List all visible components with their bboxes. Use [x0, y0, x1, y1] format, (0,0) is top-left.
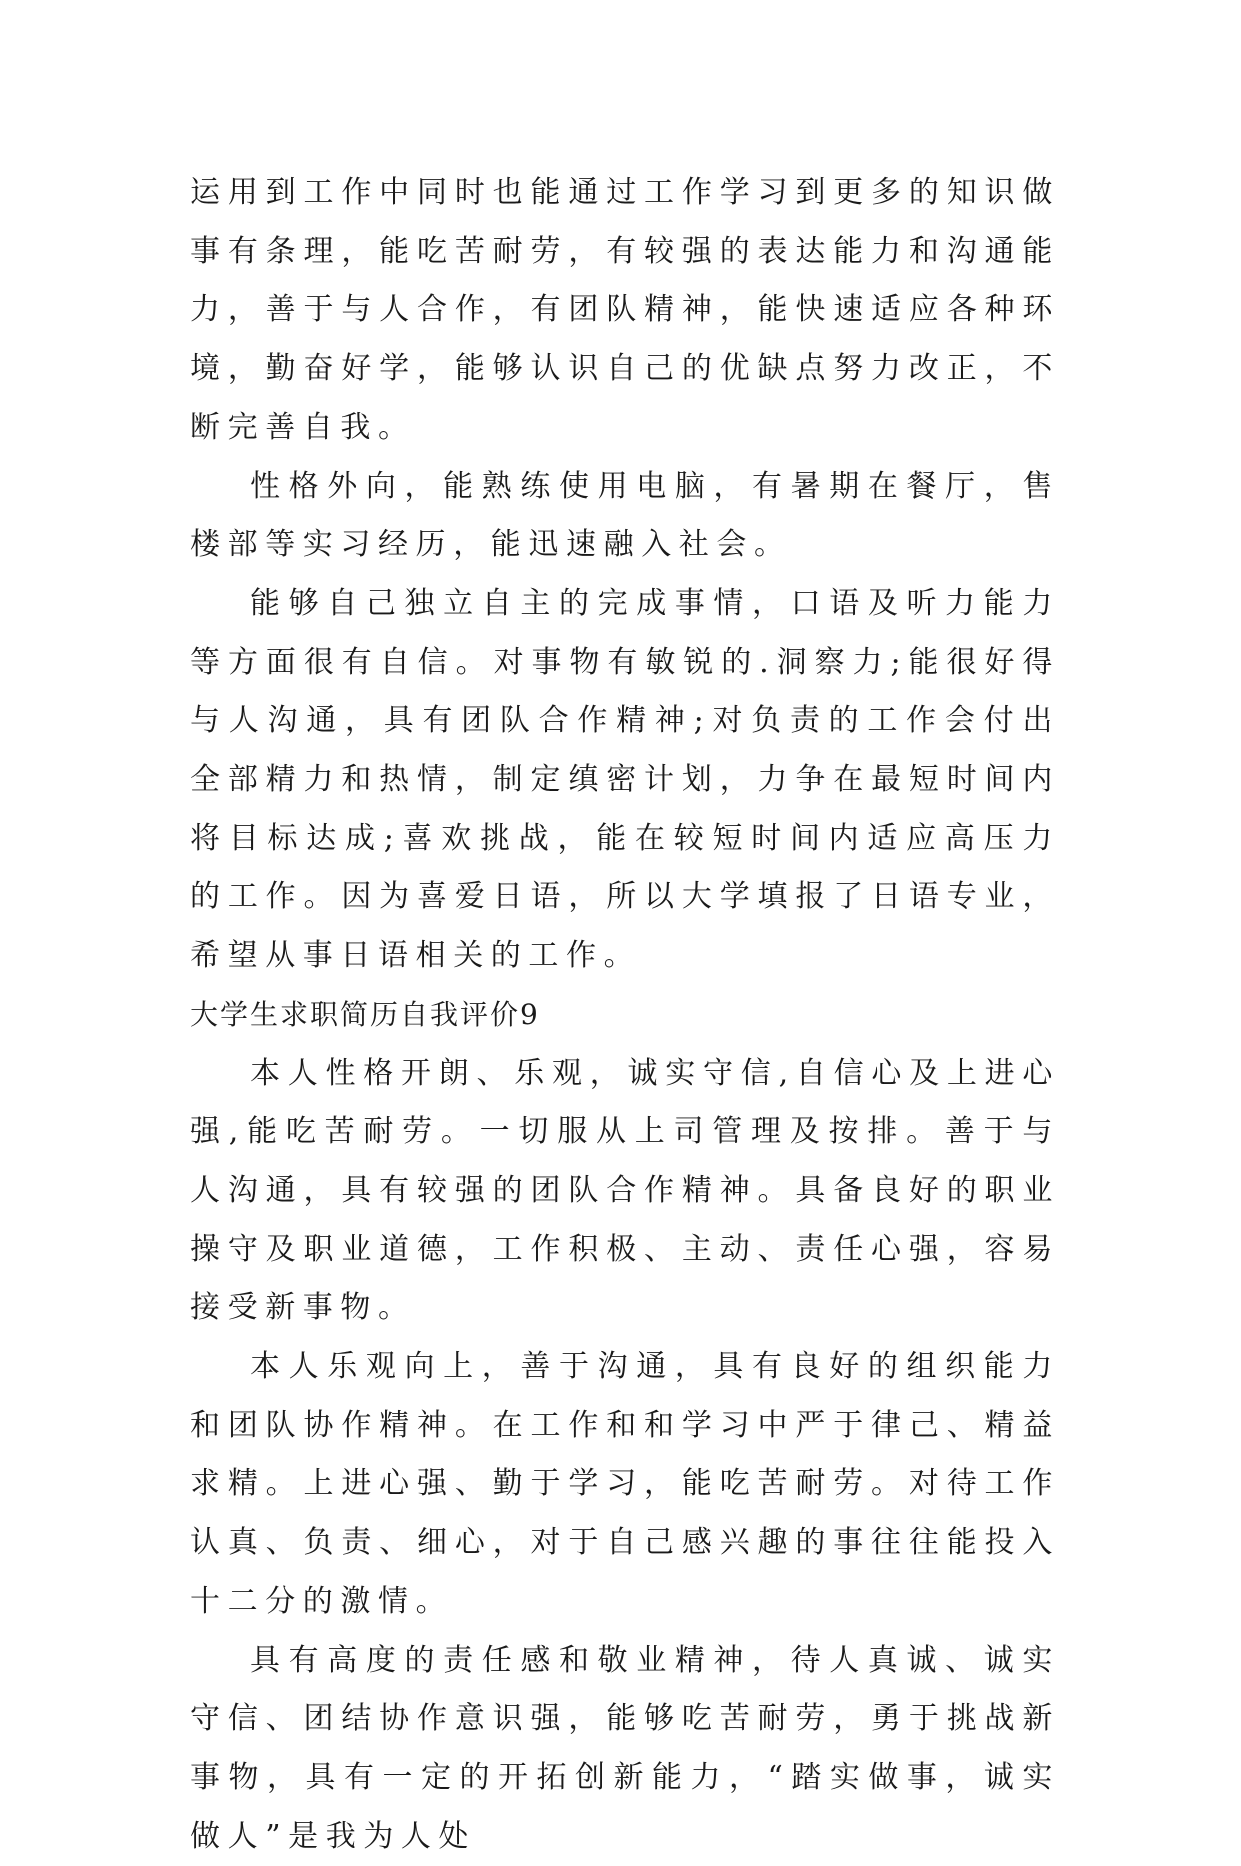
paragraph-continued: 运用到工作中同时也能通过工作学习到更多的知识做事有条理，能吃苦耐劳，有较强的表达能力和沟通能力，善于与人合作，有团队精神，能快速适应各种环境，勤奋好学，能够认识自己的优缺点努力改正，不断完善自我。 — [190, 175, 1060, 445]
document-body — [190, 164, 1060, 1866]
paragraph: 本人性格开朗、乐观，诚实守信,自信心及上进心强,能吃苦耐劳。一切服从上司管理及按排。善于与人沟通，具有较强的团队合作精神。具备良好的职业操守及职业道德，工作积极、主动、责任心强，容易接受新事物。 — [190, 1055, 1060, 1326]
paragraph: 本人乐观向上，善于沟通，具有良好的组织能力和团队协作精神。在工作和和学习中严于律己、精益求精。上进心强、勤于学习，能吃苦耐劳。对待工作认真、负责、细心，对于自己感兴趣的事往往能投入十二分的激情。 — [190, 1349, 1060, 1619]
paragraph: 能够自己独立自主的完成事情，口语及听力能力等方面很有自信。对事物有敏锐的.洞察力;能很好得与人沟通，具有团队合作精神;对负责的工作会付出全部精力和热情，制定缜密计划，力争在最短时间内将目标达成;喜欢挑战，能在较短时间内适应高压力的工作。因为喜爱日语，所以大学填报了日语专业，希望从事日语相关的工作。 — [190, 585, 1060, 974]
section-heading: 大学生求职简历自我评价9 — [190, 997, 540, 1031]
paragraph: 具有高度的责任感和敬业精神，待人真诚、诚实守信、团结协作意识强，能够吃苦耐劳，勇于挑战新事物，具有一定的开拓创新能力，“踏实做事，诚实做人”是我为人处 — [190, 1642, 1060, 1854]
paragraph: 性格外向，能熟练使用电脑，有暑期在餐厅，售楼部等实习经历，能迅速融入社会。 — [190, 468, 1060, 563]
